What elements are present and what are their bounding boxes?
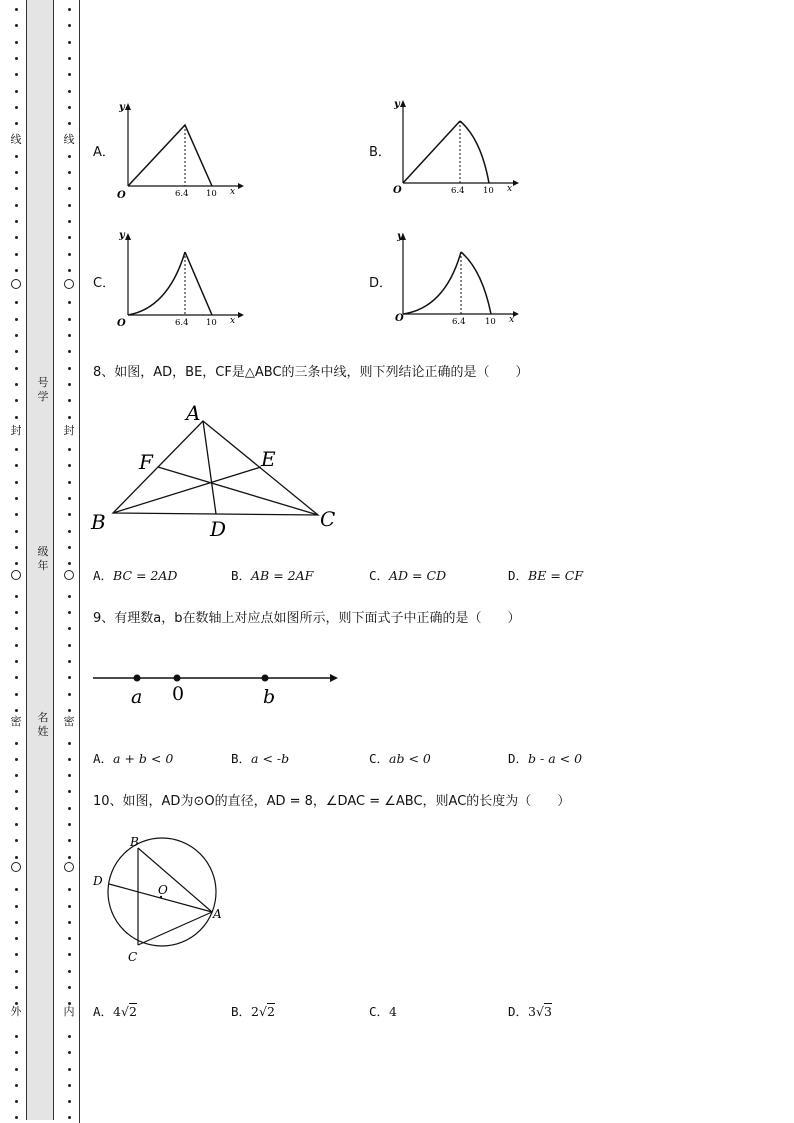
binding-dot: [68, 301, 71, 304]
binding-dot: [68, 399, 71, 402]
binding-dot: [15, 1051, 18, 1054]
binding-dot: [15, 693, 18, 696]
origin-label: O: [393, 185, 402, 196]
binding-dot: [68, 693, 71, 696]
q7-graph-d: [385, 228, 525, 333]
binding-mark-outer: 封: [10, 424, 22, 437]
binding-dot: [15, 253, 18, 256]
binding-dot: [68, 1116, 71, 1119]
point-d-label: D: [93, 874, 103, 888]
binding-dot: [15, 367, 18, 370]
binding-dot: [68, 383, 71, 386]
binding-circle-mark: [11, 279, 21, 289]
q7-option-b-label: B．: [369, 145, 391, 160]
binding-dot: [15, 709, 18, 712]
binding-dot: [15, 1035, 18, 1038]
y-axis-label: y: [394, 99, 400, 110]
binding-dot: [15, 611, 18, 614]
tick-label: 10: [206, 189, 217, 199]
sqrt-sign: √: [120, 1004, 129, 1019]
q9-option-a: A．a + b < 0: [93, 751, 174, 766]
binding-mark-inner: 内: [63, 1005, 75, 1018]
binding-dot: [68, 416, 71, 419]
q10-circle-figure: [88, 832, 238, 967]
binding-dot: [15, 171, 18, 174]
tick-label: 6.4: [452, 317, 466, 327]
binding-dot: [68, 839, 71, 842]
binding-dot: [15, 888, 18, 891]
binding-dot: [68, 1100, 71, 1103]
q9-number-line: [88, 662, 348, 712]
binding-dot: [68, 1068, 71, 1071]
tick-label: 10: [483, 186, 494, 196]
q9-option-d: D．b - a < 0: [508, 751, 583, 766]
binding-dot: [68, 790, 71, 793]
binding-circle-mark: [11, 862, 21, 872]
binding-dot: [68, 367, 71, 370]
binding-circle-mark: [64, 862, 74, 872]
binding-dot: [68, 970, 71, 973]
binding-dot: [68, 676, 71, 679]
x-axis-label: x: [507, 184, 513, 194]
y-axis-label: y: [397, 231, 403, 242]
binding-dot: [68, 253, 71, 256]
binding-mark-outer: 外: [10, 1005, 22, 1018]
q9-stem: 9、有理数a，b在数轴上对应点如图所示，则下面式子中正确的是（ ）: [93, 611, 521, 626]
binding-dot: [15, 530, 18, 533]
point-d-label: D: [210, 517, 227, 541]
q8-stem: 8、如图，AD，BE，CF是△ABC的三条中线，则下列结论正确的是（ ）: [93, 365, 529, 380]
point-c-label: C: [320, 507, 336, 531]
binding-mark-outer: 线: [10, 133, 22, 146]
binding-circle-mark: [64, 570, 74, 580]
binding-dot: [68, 122, 71, 125]
point-c-label: C: [128, 950, 138, 964]
binding-dot: [15, 187, 18, 190]
binding-dot: [15, 562, 18, 565]
binding-dot: [15, 742, 18, 745]
binding-dot: [15, 106, 18, 109]
binding-dot: [68, 627, 71, 630]
binding-dot: [15, 497, 18, 500]
binding-dot: [15, 57, 18, 60]
origin-label: O: [117, 190, 126, 201]
binding-dot: [68, 742, 71, 745]
binding-dot: [68, 513, 71, 516]
binding-dot: [68, 758, 71, 761]
binding-dot: [15, 758, 18, 761]
binding-dot: [15, 644, 18, 647]
binding-dot: [68, 530, 71, 533]
q9-option-c: C．ab < 0: [369, 751, 431, 766]
sqrt-sign: √: [535, 1004, 544, 1019]
y-axis-label: y: [119, 102, 125, 113]
q10-stem: 10、如图，AD为⊙O的直径，AD = 8，∠DAC = ∠ABC，则AC的长度为（ ）: [93, 794, 571, 809]
binding-mark-inner: 密: [63, 715, 75, 728]
binding-dot: [15, 73, 18, 76]
binding-dot: [15, 627, 18, 630]
binding-dot: [15, 8, 18, 11]
binding-dot: [68, 823, 71, 826]
q10-option-b: B．2√2: [231, 1004, 275, 1019]
tick-label: 6.4: [451, 186, 465, 196]
binding-dot: [68, 171, 71, 174]
binding-dot: [15, 24, 18, 27]
binding-dot: [68, 57, 71, 60]
point-e-label: E: [261, 447, 276, 471]
binding-dot: [68, 334, 71, 337]
binding-dot: [68, 562, 71, 565]
binding-dot: [68, 953, 71, 956]
binding-dot: [15, 204, 18, 207]
binding-dot: [68, 236, 71, 239]
q7-graph-c: [110, 228, 250, 333]
q10-option-c: C．4: [369, 1004, 397, 1019]
y-axis-label: y: [119, 230, 125, 241]
binding-dot: [68, 350, 71, 353]
binding-dot: [15, 155, 18, 158]
origin-label: O: [395, 313, 404, 324]
binding-dot: [15, 676, 18, 679]
binding-dot: [15, 970, 18, 973]
x-axis-label: x: [230, 187, 236, 197]
q8-triangle-figure: [88, 398, 348, 543]
binding-dot: [15, 790, 18, 793]
binding-dot: [15, 856, 18, 859]
q7-graph-b: [385, 95, 525, 200]
binding-dot: [15, 464, 18, 467]
binding-dot: [15, 383, 18, 386]
q8-option-b: B．AB = 2AF: [231, 568, 314, 583]
grade-label: 级年: [37, 545, 49, 572]
q7-option-c-label: C．: [93, 276, 116, 291]
sqrt-sign: √: [258, 1004, 267, 1019]
binding-dot: [68, 774, 71, 777]
zero-label: 0: [172, 683, 185, 705]
point-b-label: B: [91, 510, 106, 534]
binding-dot: [15, 595, 18, 598]
binding-dot: [68, 464, 71, 467]
q8-option-a: A．BC = 2AD: [93, 568, 178, 583]
binding-dot: [68, 888, 71, 891]
binding-dot: [15, 774, 18, 777]
binding-dot: [15, 350, 18, 353]
binding-mark-inner: 线: [63, 133, 75, 146]
x-axis-label: x: [509, 315, 515, 325]
binding-dot: [15, 236, 18, 239]
binding-dot: [68, 660, 71, 663]
binding-circle-mark: [64, 279, 74, 289]
binding-dot: [15, 301, 18, 304]
binding-dot: [15, 1116, 18, 1119]
binding-dot: [15, 660, 18, 663]
binding-dot: [15, 416, 18, 419]
binding-dot: [68, 448, 71, 451]
q10-option-a: A．4√2: [93, 1004, 137, 1019]
q7-option-a-label: A．: [93, 145, 115, 160]
binding-dot: [68, 807, 71, 810]
student-id-label: 号学: [37, 376, 49, 403]
binding-dot: [68, 73, 71, 76]
binding-dot: [68, 220, 71, 223]
binding-dot: [15, 41, 18, 44]
q7-option-d-label: D．: [369, 276, 393, 291]
tick-label: 10: [485, 317, 496, 327]
q8-option-d: D．BE = CF: [508, 568, 583, 583]
binding-dot: [68, 709, 71, 712]
binding-dot: [15, 1100, 18, 1103]
binding-dot: [68, 318, 71, 321]
binding-dot: [15, 399, 18, 402]
x-axis-label: x: [230, 316, 236, 326]
tick-label: 6.4: [175, 189, 189, 199]
binding-dot: [15, 986, 18, 989]
binding-dot: [68, 1084, 71, 1087]
binding-dot: [68, 1035, 71, 1038]
binding-dot: [15, 318, 18, 321]
binding-dot: [68, 546, 71, 549]
binding-dot: [68, 8, 71, 11]
binding-dot: [15, 90, 18, 93]
binding-dot: [68, 595, 71, 598]
binding-dot: [68, 497, 71, 500]
binding-dot: [68, 937, 71, 940]
point-b-label: b: [263, 686, 276, 708]
binding-circle-mark: [11, 570, 21, 580]
binding-dot: [15, 905, 18, 908]
tick-label: 10: [206, 318, 217, 328]
q10-option-d: D．3√3: [508, 1004, 552, 1019]
binding-dot: [15, 481, 18, 484]
binding-dot: [68, 986, 71, 989]
binding-mark-inner: 封: [63, 424, 75, 437]
binding-dot: [15, 448, 18, 451]
binding-dot: [68, 1051, 71, 1054]
binding-dot: [68, 24, 71, 27]
point-a-label: a: [131, 686, 143, 708]
binding-dot: [15, 220, 18, 223]
binding-dot: [68, 187, 71, 190]
point-a-label: A: [213, 907, 222, 921]
tick-label: 6.4: [175, 318, 189, 328]
binding-dot: [15, 807, 18, 810]
binding-dot: [68, 269, 71, 272]
point-b-label: B: [130, 835, 139, 849]
binding-dot: [15, 1068, 18, 1071]
binding-dot: [15, 122, 18, 125]
binding-dot: [15, 334, 18, 337]
binding-dot: [68, 90, 71, 93]
origin-label: O: [117, 318, 126, 329]
name-label: 名姓: [37, 711, 49, 738]
binding-mark-outer: 密: [10, 715, 22, 728]
point-a-label: A: [186, 401, 201, 425]
binding-dot: [15, 823, 18, 826]
point-f-label: F: [139, 450, 153, 474]
binding-dot: [15, 953, 18, 956]
binding-dot: [68, 204, 71, 207]
binding-dot: [68, 611, 71, 614]
binding-dot: [15, 1084, 18, 1087]
binding-dot: [68, 155, 71, 158]
binding-dot: [68, 481, 71, 484]
binding-line-right: [79, 0, 80, 1123]
binding-dot: [68, 856, 71, 859]
binding-dot: [15, 513, 18, 516]
binding-dot: [68, 905, 71, 908]
binding-dot: [15, 1002, 18, 1005]
binding-dot: [68, 1002, 71, 1005]
q7-graph-a: [110, 98, 250, 203]
binding-dot: [15, 839, 18, 842]
binding-dot: [15, 937, 18, 940]
binding-dot: [68, 644, 71, 647]
point-o-label: O: [158, 883, 168, 897]
binding-dot: [68, 41, 71, 44]
q9-option-b: B．a < -b: [231, 751, 290, 766]
binding-dot: [15, 546, 18, 549]
q8-option-c: C．AD = CD: [369, 568, 447, 583]
binding-dot: [15, 921, 18, 924]
binding-dot: [15, 269, 18, 272]
binding-dot: [68, 106, 71, 109]
binding-dot: [68, 921, 71, 924]
